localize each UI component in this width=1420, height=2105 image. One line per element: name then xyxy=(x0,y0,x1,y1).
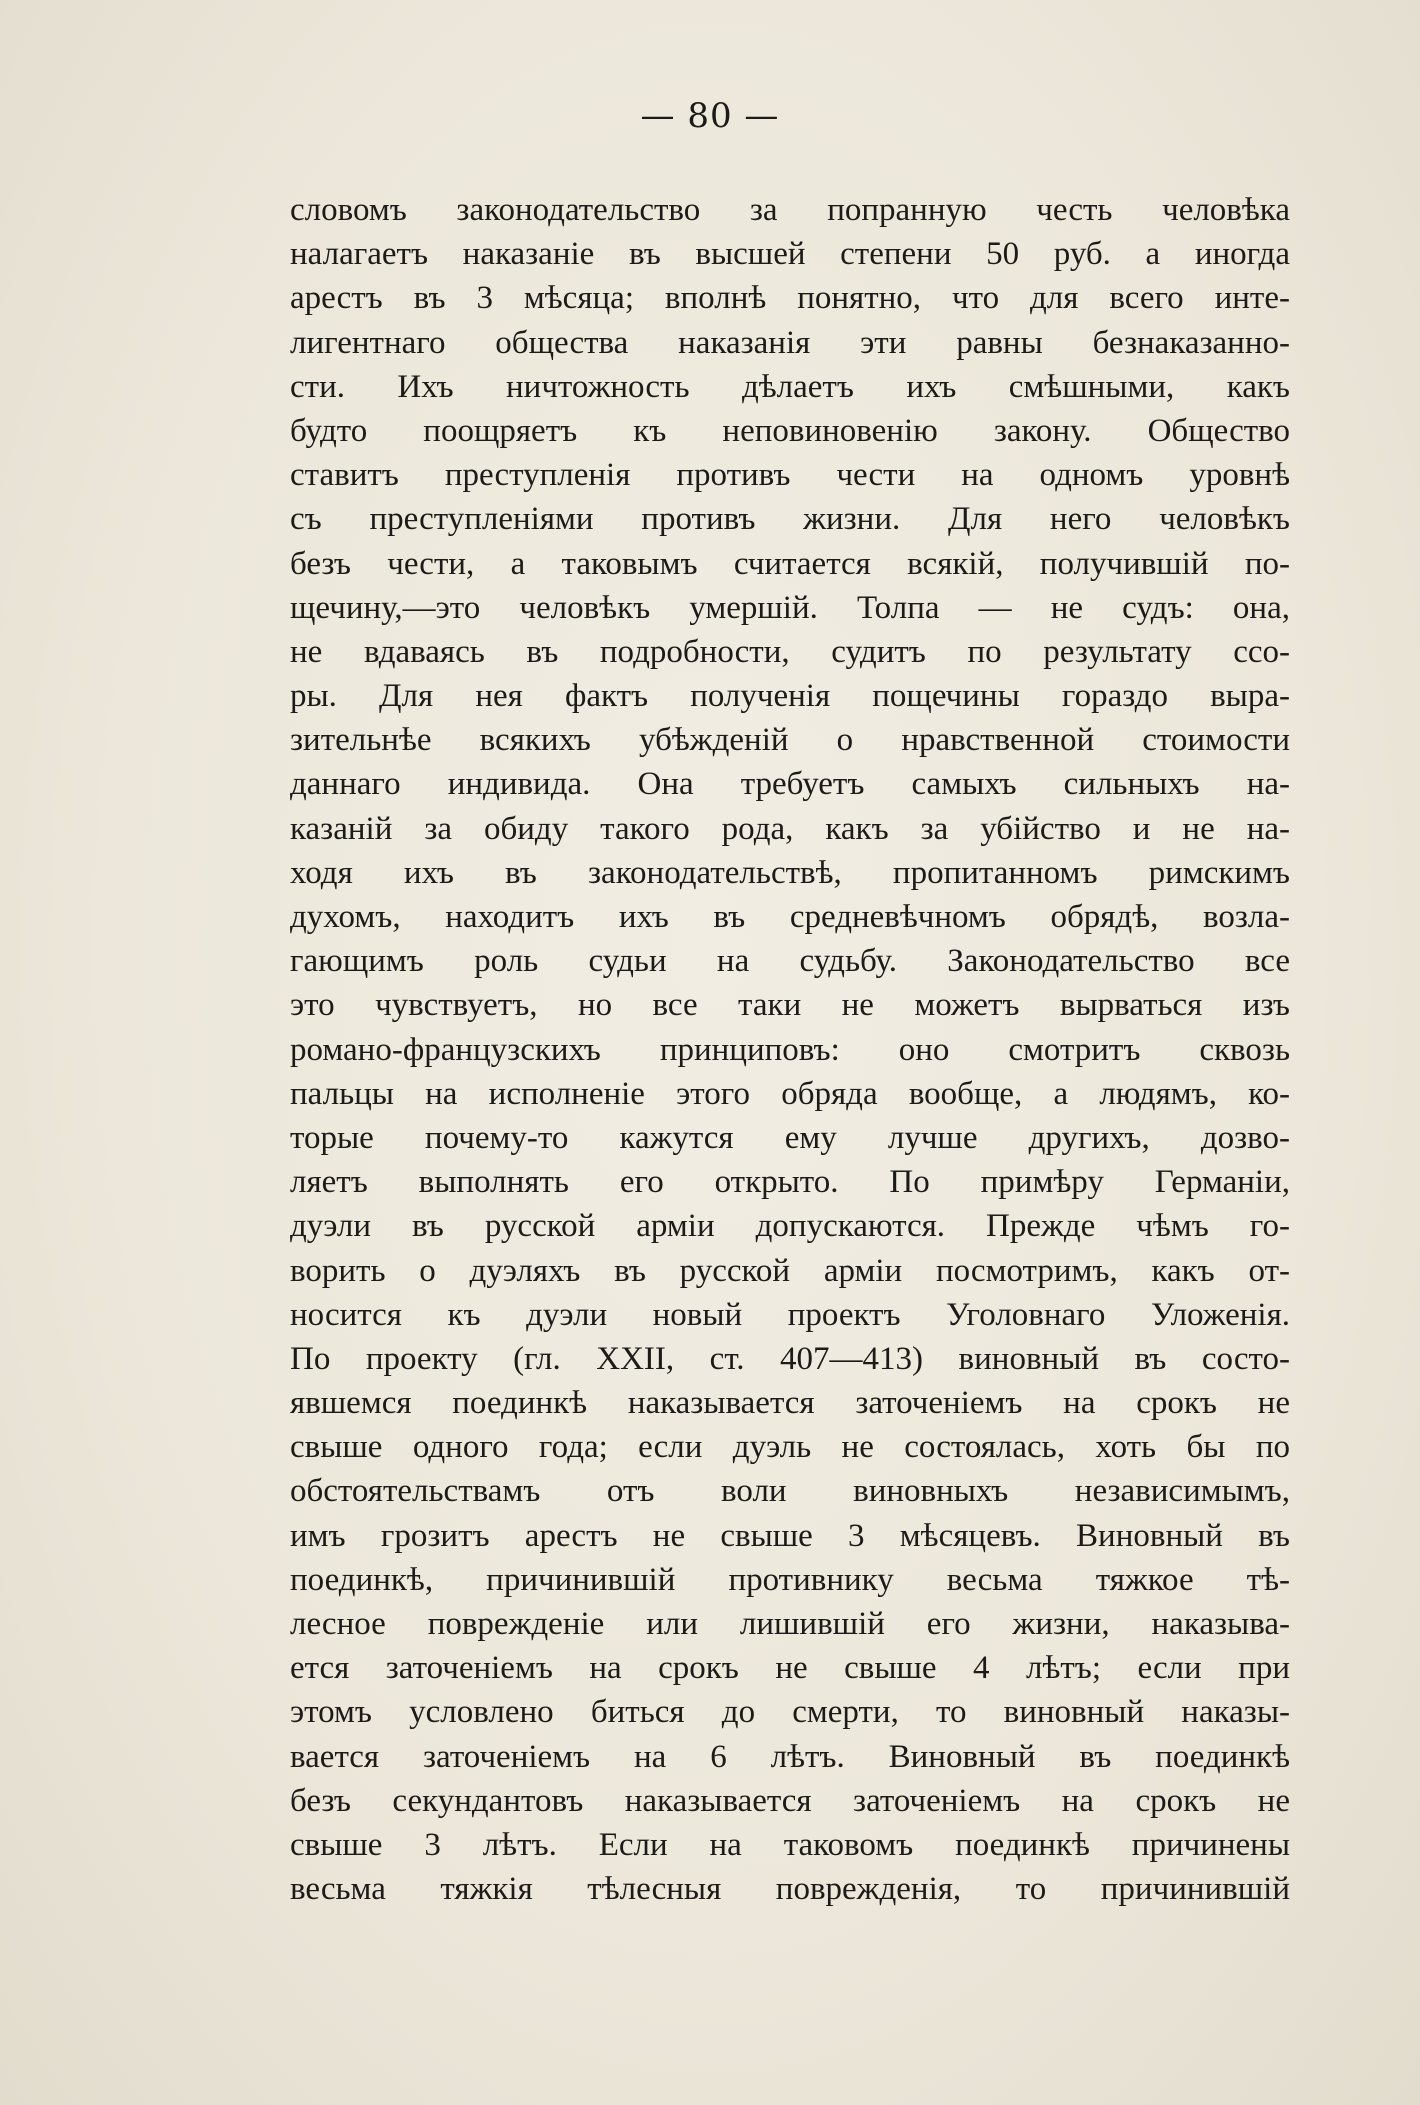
text-line: лигентнаго общества наказанія эти равны безнаказанно- xyxy=(290,324,1290,361)
text-line: ходя ихъ въ законодательствѣ, пропитанномъ римскимъ xyxy=(290,854,1290,891)
text-line: торые почему-то кажутся ему лучше другихъ, дозво- xyxy=(290,1119,1290,1156)
text-line: духомъ, находитъ ихъ въ средневѣчномъ обрядѣ, возла- xyxy=(290,899,1290,935)
text-line: сти. Ихъ ничтожность дѣлаетъ ихъ смѣшными, какъ xyxy=(290,368,1290,405)
text-line: гающимъ роль судьи на судьбу. Законодательство все xyxy=(290,943,1290,980)
text-line: поединкѣ, причинившій противнику весьма тяжкое тѣ- xyxy=(290,1561,1290,1598)
text-line: лесное поврежденіе или лишившій его жизни, наказыва- xyxy=(290,1606,1290,1642)
text-line: вается заточеніемъ на 6 лѣтъ. Виновный въ поединкѣ xyxy=(290,1738,1290,1775)
page-number: — 80 — xyxy=(640,96,780,136)
text-line: весьма тяжкія тѣлесныя поврежденія, то причинившій xyxy=(290,1871,1290,1908)
body-text xyxy=(290,188,1290,1911)
text-line: дуэли въ русской арміи допускаются. Прежде чѣмъ го- xyxy=(290,1208,1290,1245)
text-line: ляетъ выполнять его открыто. По примѣру Германіи, xyxy=(290,1164,1290,1201)
text-line: это чувствуетъ, но все таки не можетъ вырваться изъ xyxy=(290,987,1290,1024)
text-line: казаній за обиду такого рода, какъ за убійство и не на- xyxy=(290,810,1290,847)
text-line: По проекту (гл. XXII, ст. 407—413) виновный въ состо- xyxy=(290,1340,1290,1377)
text-line: имъ грозитъ арестъ не свыше 3 мѣсяцевъ. Виновный въ xyxy=(290,1517,1290,1554)
text-line: будто поощряетъ къ неповиновенію закону. Общество xyxy=(290,412,1290,449)
text-line: арестъ въ 3 мѣсяца; вполнѣ понятно, что для всего инте- xyxy=(290,280,1290,317)
text-line: свыше одного года; если дуэль не состоялась, хоть бы по xyxy=(290,1429,1290,1466)
text-line: явшемся поединкѣ наказывается заточеніемъ на срокъ не xyxy=(290,1385,1290,1422)
text-line: съ преступленіями противъ жизни. Для него человѣкъ xyxy=(290,501,1290,538)
text-line: романо-французскихъ принциповъ: оно смотритъ сквозь xyxy=(290,1031,1290,1068)
text-line: даннаго индивида. Она требуетъ самыхъ сильныхъ на- xyxy=(290,766,1290,803)
text-line: пальцы на исполненіе этого обряда вообще, а людямъ, ко- xyxy=(290,1075,1290,1112)
text-line: щечину,—это человѣкъ умершій. Толпа — не судъ: она, xyxy=(290,589,1290,626)
text-line: ворить о дуэляхъ въ русской арміи посмотримъ, какъ от- xyxy=(290,1252,1290,1289)
text-line: ется заточеніемъ на срокъ не свыше 4 лѣтъ; если при xyxy=(290,1650,1290,1687)
text-line: безъ чести, а таковымъ считается всякій, получившій по- xyxy=(290,545,1290,582)
text-line: безъ секундантовъ наказывается заточеніемъ на срокъ не xyxy=(290,1782,1290,1819)
text-line: зительнѣе всякихъ убѣжденій о нравственной стоимости xyxy=(290,722,1290,759)
text-line: ставитъ преступленія противъ чести на одномъ уровнѣ xyxy=(290,457,1290,494)
text-line: свыше 3 лѣтъ. Если на таковомъ поединкѣ причинены xyxy=(290,1826,1290,1863)
text-line: носится къ дуэли новый проектъ Уголовнаго Уложенія. xyxy=(290,1296,1290,1333)
text-line: обстоятельствамъ отъ воли виновныхъ независимымъ, xyxy=(290,1473,1290,1510)
text-line: словомъ законодательство за попранную честь человѣка xyxy=(290,192,1290,228)
text-line: ры. Для нея фактъ полученія пощечины гораздо выра- xyxy=(290,678,1290,715)
text-line: не вдаваясь въ подробности, судитъ по результату ссо- xyxy=(290,633,1290,670)
text-line: этомъ условлено биться до смерти, то виновный наказы- xyxy=(290,1694,1290,1731)
text-line: налагаетъ наказаніе въ высшей степени 50 руб. а иногда xyxy=(290,236,1290,273)
